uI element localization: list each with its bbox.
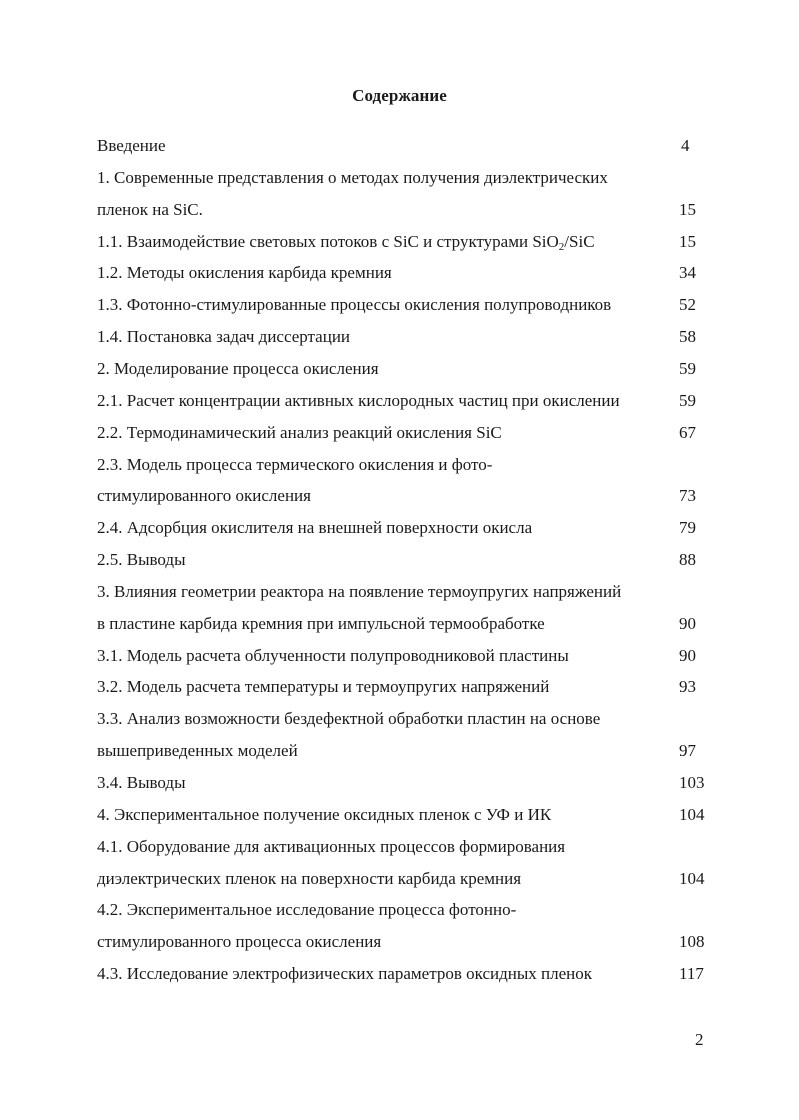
toc-entry-text: 3. Влияния геометрии реактора на появление термоупругих напряжений <box>97 582 622 601</box>
toc-entry-page: 15 <box>679 232 696 251</box>
toc-entry-page: 90 <box>679 614 696 633</box>
toc-entry-text: 4. Экспериментальное получение оксидных пленок с УФ и ИК <box>97 805 552 824</box>
toc-entry-page: 59 <box>679 359 696 378</box>
toc-entry-page: 4 <box>681 136 690 155</box>
toc-entry-text: 1.2. Методы окисления карбида кремния <box>97 263 392 282</box>
toc-entry-page: 67 <box>679 423 696 442</box>
toc-entry-text: 1.4. Постановка задач диссертации <box>97 327 351 346</box>
toc-entry-page: 97 <box>679 741 696 760</box>
toc-entry-text: 4.1. Оборудование для активационных процессов формирования <box>97 837 566 856</box>
toc-entry-page: 93 <box>679 677 696 696</box>
toc-entry-page: 108 <box>679 932 705 951</box>
toc-entry-text: 3.3. Анализ возможности бездефектной обработки пластин на основе <box>97 709 601 728</box>
toc-entry-text <box>97 232 595 252</box>
toc-entry-text: 3.1. Модель расчета облученности полупроводниковой пластины <box>97 646 569 665</box>
toc-entry-page: 90 <box>679 646 696 665</box>
toc-entry-page: 103 <box>679 773 705 792</box>
toc-entry-page: 52 <box>679 295 696 314</box>
toc-entry-page: 59 <box>679 391 696 410</box>
toc-entry-text: 1.3. Фотонно-стимулированные процессы окисления полупроводников <box>97 295 612 314</box>
toc-entry-text: 3.2. Модель расчета температуры и термоупругих напряжений <box>97 677 550 696</box>
toc-entry-text: Введение <box>97 136 166 155</box>
toc-entry-page: 15 <box>679 200 696 219</box>
toc-entry-page: 34 <box>679 263 696 282</box>
toc-entry-text: 2.5. Выводы <box>97 550 186 569</box>
toc-entry-text: 1. Современные представления о методах получения диэлектрических <box>97 168 608 187</box>
toc-entry-page: 79 <box>679 518 696 537</box>
toc-entry-subscript: 2 <box>558 241 565 253</box>
toc-entry-page: 104 <box>679 869 705 888</box>
toc-entry-page: 58 <box>679 327 696 346</box>
toc-entry-text: 2.3. Модель процесса термического окисления и фото- <box>97 455 493 474</box>
toc-entry-text-part: 1.1. Взаимодействие световых потоков с SiC и структурами SiO <box>97 232 559 251</box>
toc-entry-text: 4.3. Исследование электрофизических параметров оксидных пленок <box>97 964 592 983</box>
toc-entry-text: 2.4. Адсорбция окислителя на внешней поверхности окисла <box>97 518 533 537</box>
toc-entry-text: 3.4. Выводы <box>97 773 186 792</box>
toc-entry-page: 73 <box>679 486 696 505</box>
toc-entry-page: 104 <box>679 805 705 824</box>
toc-entry-text: диэлектрических пленок на поверхности карбида кремния <box>97 869 522 888</box>
toc-entry-text: 2. Моделирование процесса окисления <box>97 359 379 378</box>
page-title: Содержание <box>352 86 447 105</box>
toc-entry-text: пленок на SiC. <box>97 200 203 219</box>
page-number: 2 <box>695 1030 704 1049</box>
toc-entry-text: вышеприведенных моделей <box>97 741 298 760</box>
toc-entry-text: стимулированного окисления <box>97 486 311 505</box>
toc-entry-page: 88 <box>679 550 696 569</box>
toc-entry-page: 117 <box>679 964 704 983</box>
toc-entry-text: 2.2. Термодинамический анализ реакций окисления SiC <box>97 423 502 442</box>
toc-entry-text: 2.1. Расчет концентрации активных кислородных частиц при окислении <box>97 391 620 410</box>
toc-entry-text: 4.2. Экспериментальное исследование процесса фотонно- <box>97 900 517 919</box>
toc-entry-text-part: /SiC <box>564 232 595 251</box>
toc-entry-text: стимулированного процесса окисления <box>97 932 382 951</box>
toc-entry-text: в пластине карбида кремния при импульсной термообработке <box>97 614 545 633</box>
